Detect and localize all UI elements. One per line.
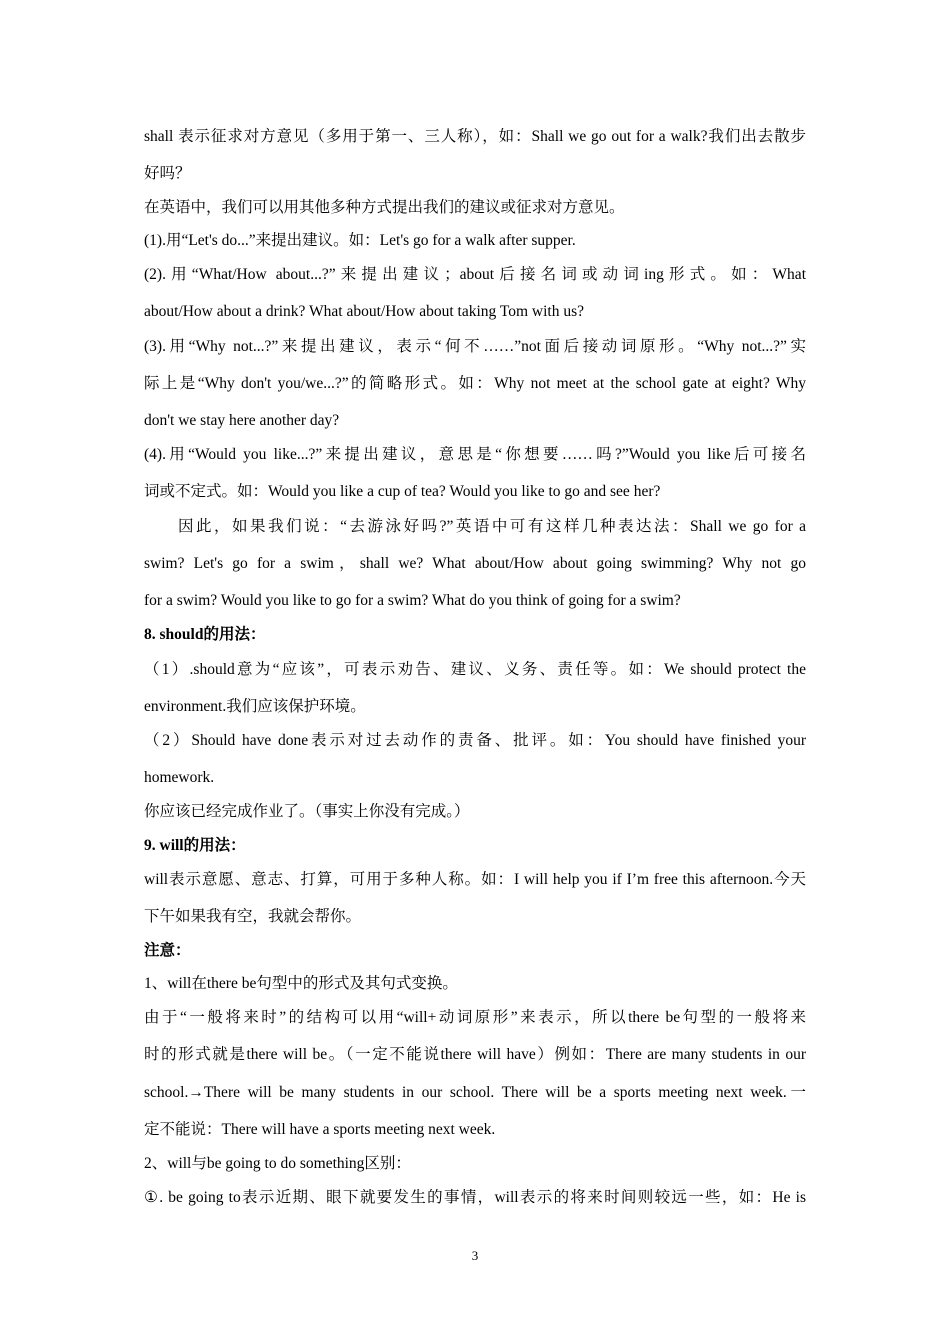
note-heading: 注意： — [144, 942, 191, 959]
text-line: 好吗？ — [144, 165, 191, 182]
page-number: 3 — [471, 1248, 479, 1263]
text-line: (4).用“Would you like...?”来提出建议，意思是“你想要……吗?”Would you like后可接名 — [144, 446, 806, 463]
text-line: 2、will与be going to do something区别： — [144, 1155, 411, 1172]
text-line: homework. — [144, 769, 215, 786]
section-heading: 8. should的用法： — [144, 626, 266, 643]
text-line: （2）Should have done表示对过去动作的责备、批评。如：You should have finished your — [144, 732, 806, 749]
text-line: 词或不定式。如：Would you like a cup of tea? Would you like to go and see her? — [144, 483, 661, 500]
text-line: 1、will在there be句型中的形式及其句式变换。 — [144, 975, 458, 992]
text-line: about/How about a drink? What about/How about taking Tom with us? — [144, 303, 585, 320]
text-line: 由于“一般将来时”的结构可以用“will+动词原形”来表示，所以there be句型的一般将来 — [144, 1009, 806, 1026]
text-line: (1).用“Let's do...”来提出建议。如：Let's go for a walk after supper. — [144, 232, 576, 249]
text-line: 你应该已经完成作业了。（事实上你没有完成。） — [144, 803, 470, 820]
text-line: (2).用“What/How about...?”来提出建议；about后接名词或动词ing形式。如：What — [144, 266, 806, 283]
text-line: school.→There will be many students in our school. There will be a sports meeting next week.一 — [144, 1084, 806, 1101]
text-line: environment.我们应该保护环境。 — [144, 698, 366, 715]
text-line: 下午如果我有空，我就会帮你。 — [144, 908, 362, 925]
text-line: swim? Let's go for a swim，shall we? What about/How about going swimming? Why not go — [144, 555, 806, 572]
text-line: for a swim? Would you like to go for a swim? What do you think of going for a swim? — [144, 592, 681, 609]
text-line: (3).用“Why not...?”来提出建议，表示“何不……”not面后接动词原形。“Why not...?”实 — [144, 338, 806, 355]
text-line: 在英语中，我们可以用其他多种方式提出我们的建议或征求对方意见。 — [144, 199, 625, 216]
text-line: will表示意愿、意志、打算，可用于多种人称。如：I will help you if I’m free this afternoon.今天 — [144, 871, 806, 888]
section-heading: 9. will的用法： — [144, 837, 246, 854]
text-line: 时的形式就是there will be。（一定不能说there will have）例如：There are many students in our — [144, 1046, 806, 1063]
text-line: don't we stay here another day? — [144, 412, 340, 429]
text-line: shall 表示征求对方意见（多用于第一、三人称），如：Shall we go out for a walk?我们出去散步 — [144, 128, 806, 145]
text-line: 因此，如果我们说：“去游泳好吗?”英语中可有这样几种表达法：Shall we go for a — [178, 518, 806, 535]
text-line: ①. be going to表示近期、眼下就要发生的事情，will表示的将来时间则较远一些，如：He is — [144, 1189, 806, 1206]
text-line: （1）.should意为“应该”，可表示劝告、建议、义务、责任等。如：We should protect the — [144, 661, 806, 678]
text-line: 际上是“Why don't you/we...?”的简略形式。如：Why not meet at the school gate at eight? Why — [144, 375, 806, 392]
text-line: 定不能说：There will have a sports meeting next week. — [144, 1121, 496, 1138]
